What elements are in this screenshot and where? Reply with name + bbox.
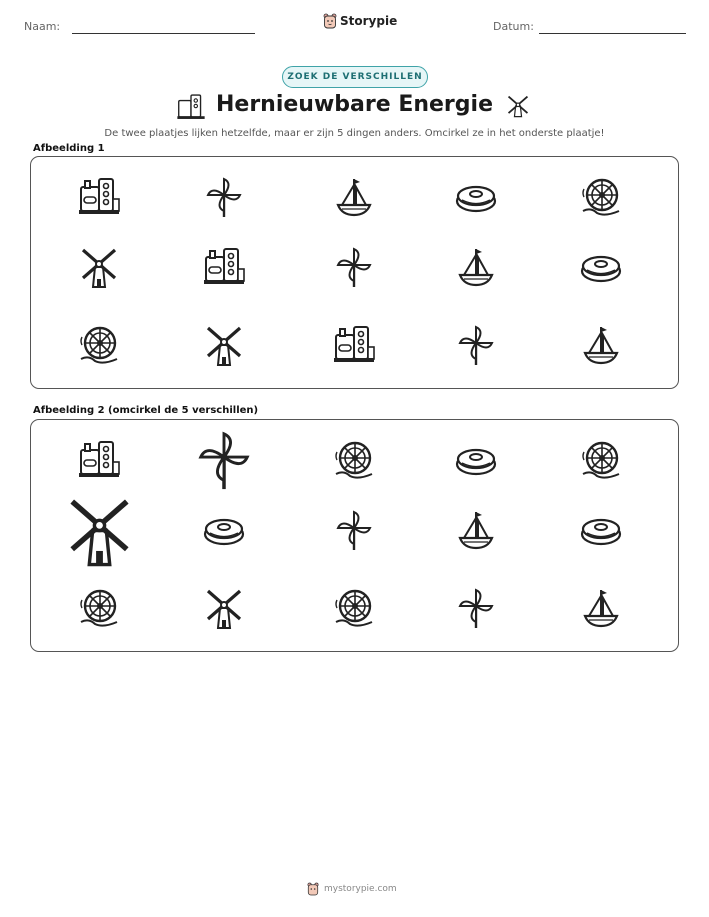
sailboat-icon[interactable]	[579, 586, 623, 630]
footer-url[interactable]: mystorypie.com	[324, 884, 397, 894]
donut-icon[interactable]	[454, 438, 498, 482]
factory-icon[interactable]	[202, 245, 246, 289]
date-line[interactable]	[539, 33, 686, 34]
donut-icon[interactable]	[579, 245, 623, 289]
windmill-icon[interactable]	[77, 245, 121, 289]
pinwheel-icon[interactable]	[454, 323, 498, 367]
brand-logo	[323, 13, 397, 29]
factory-icon[interactable]	[332, 323, 376, 367]
sailboat-icon[interactable]	[454, 245, 498, 289]
name-label: Naam:	[24, 20, 61, 33]
footer	[307, 882, 397, 896]
waterwheel-icon[interactable]	[332, 438, 376, 482]
windmill-icon[interactable]	[202, 323, 246, 367]
waterwheel-icon[interactable]	[579, 438, 623, 482]
storypie-mascot-icon	[323, 13, 337, 29]
section-label-picture-2: Afbeelding 2 (omcirkel de 5 verschillen)	[33, 405, 259, 416]
section-label-picture-1: Afbeelding 1	[33, 143, 105, 154]
brand-name: Storypie	[340, 14, 398, 28]
factory-icon[interactable]	[77, 438, 121, 482]
windmill-icon[interactable]	[62, 493, 137, 568]
pinwheel-icon[interactable]	[332, 508, 376, 552]
pinwheel-icon[interactable]	[192, 428, 256, 492]
storypie-mascot-icon	[307, 882, 319, 896]
page-title: Hernieuwbare Energie	[216, 92, 493, 117]
waterwheel-icon[interactable]	[332, 586, 376, 630]
picture-2-panel	[30, 419, 679, 652]
picture-1-panel	[30, 156, 679, 389]
pinwheel-icon[interactable]	[202, 175, 246, 219]
sailboat-icon[interactable]	[332, 175, 376, 219]
sailboat-icon[interactable]	[579, 323, 623, 367]
donut-icon[interactable]	[579, 508, 623, 552]
name-line[interactable]	[72, 33, 255, 34]
waterwheel-icon[interactable]	[77, 323, 121, 367]
factory-icon[interactable]	[77, 175, 121, 219]
category-badge: ZOEK DE VERSCHILLEN	[282, 66, 428, 88]
pinwheel-icon[interactable]	[332, 245, 376, 289]
windmill-icon	[505, 90, 531, 122]
instructions: De twee plaatjes lijken hetzelfde, maar er zijn 5 dingen anders. Omcirkel ze in het onderste plaatje!	[104, 128, 605, 139]
waterwheel-icon[interactable]	[579, 175, 623, 219]
sailboat-icon[interactable]	[454, 508, 498, 552]
windmill-icon[interactable]	[202, 586, 246, 630]
waterwheel-icon[interactable]	[77, 586, 121, 630]
donut-icon[interactable]	[202, 508, 246, 552]
pinwheel-icon[interactable]	[454, 586, 498, 630]
date-label: Datum:	[493, 20, 534, 33]
donut-icon[interactable]	[454, 175, 498, 219]
